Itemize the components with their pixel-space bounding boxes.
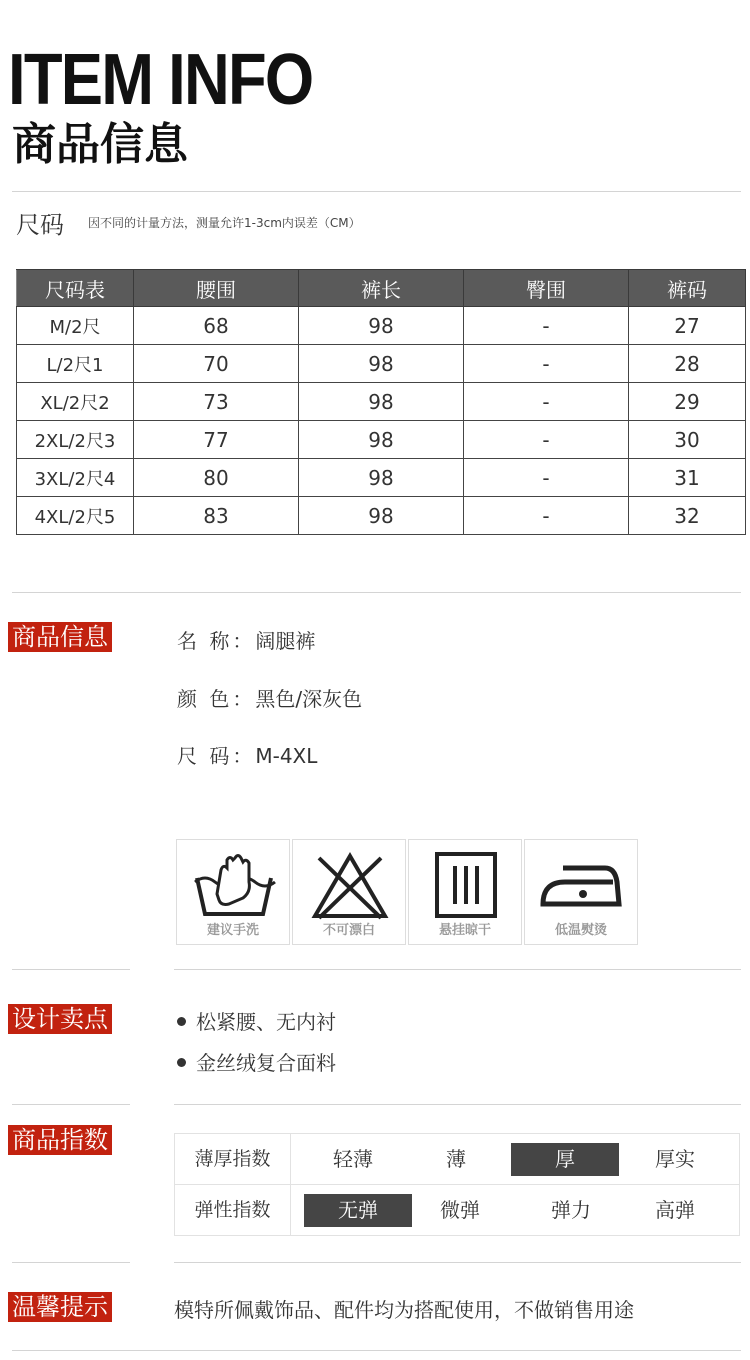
care-card-hang-dry bbox=[408, 839, 522, 945]
table-cell: 98 bbox=[299, 383, 464, 421]
product-color-line bbox=[177, 683, 362, 712]
care-card-no-bleach bbox=[292, 839, 406, 945]
index-box bbox=[174, 1133, 740, 1236]
divider bbox=[174, 969, 741, 970]
divider bbox=[12, 1104, 130, 1105]
table-cell: 4XL/2尺5 bbox=[17, 497, 134, 535]
table-cell: 77 bbox=[134, 421, 299, 459]
care-instructions bbox=[174, 839, 642, 947]
care-caption: 建议手洗 bbox=[206, 923, 259, 938]
table-cell: M/2尺 bbox=[17, 307, 134, 345]
column-header: 裤码 bbox=[629, 270, 746, 307]
size-table-header bbox=[17, 270, 746, 307]
table-cell: XL/2尺2 bbox=[17, 383, 134, 421]
product-size-value: M-4XL bbox=[255, 744, 318, 768]
index-tag: 商品指数 bbox=[8, 1125, 112, 1155]
hang-dry-icon bbox=[423, 848, 509, 922]
design-point bbox=[177, 1006, 336, 1035]
size-table bbox=[16, 269, 746, 535]
size-section-label: 尺码 bbox=[16, 211, 64, 239]
table-cell: 32 bbox=[629, 497, 746, 535]
table-cell: 68 bbox=[134, 307, 299, 345]
table-cell: - bbox=[464, 383, 629, 421]
table-cell: - bbox=[464, 345, 629, 383]
table-cell: 98 bbox=[299, 421, 464, 459]
divider bbox=[12, 592, 741, 593]
product-size-key: 尺 码： bbox=[177, 744, 256, 768]
product-name-key: 名 称： bbox=[177, 629, 256, 653]
table-cell: 98 bbox=[299, 459, 464, 497]
divider bbox=[12, 1350, 741, 1351]
table-cell: 2XL/2尺3 bbox=[17, 421, 134, 459]
design-point-text: 松紧腰、无内衬 bbox=[196, 1010, 336, 1034]
low-iron-icon bbox=[539, 848, 625, 922]
elasticity-index-row bbox=[175, 1185, 739, 1235]
table-cell: 3XL/2尺4 bbox=[17, 459, 134, 497]
table-row bbox=[17, 421, 746, 459]
table-row bbox=[17, 307, 746, 345]
table-cell: 98 bbox=[299, 345, 464, 383]
column-header: 臀围 bbox=[464, 270, 629, 307]
column-header: 裤长 bbox=[299, 270, 464, 307]
table-cell: 98 bbox=[299, 497, 464, 535]
table-row bbox=[17, 345, 746, 383]
bullet-dot bbox=[177, 1017, 186, 1026]
hand-wash-icon bbox=[191, 848, 277, 922]
care-caption: 不可漂白 bbox=[322, 923, 375, 938]
table-cell: - bbox=[464, 307, 629, 345]
table-cell: 70 bbox=[134, 345, 299, 383]
table-cell: - bbox=[464, 497, 629, 535]
table-cell: 83 bbox=[134, 497, 299, 535]
thickness-index-row bbox=[175, 1134, 739, 1185]
divider bbox=[174, 1262, 741, 1263]
elasticity-option-selected: 无弹 bbox=[304, 1194, 412, 1227]
table-cell: 80 bbox=[134, 459, 299, 497]
elasticity-option: 弹力 bbox=[551, 1198, 591, 1222]
notice-tag: 温馨提示 bbox=[8, 1292, 112, 1322]
index-row-label: 弹性指数 bbox=[175, 1185, 291, 1235]
product-color-value: 黑色/深灰色 bbox=[255, 687, 363, 711]
table-cell: L/2尺1 bbox=[17, 345, 134, 383]
divider bbox=[12, 969, 130, 970]
table-cell: 98 bbox=[299, 307, 464, 345]
page-title-cn: 商品信息 bbox=[12, 119, 188, 170]
table-row bbox=[17, 497, 746, 535]
table-cell: 30 bbox=[629, 421, 746, 459]
elasticity-option: 微弹 bbox=[440, 1198, 480, 1222]
care-card-low-iron bbox=[524, 839, 638, 945]
table-cell: - bbox=[464, 421, 629, 459]
design-point bbox=[177, 1047, 336, 1076]
column-header: 尺码表 bbox=[17, 270, 134, 307]
product-color-key: 颜 色： bbox=[177, 687, 256, 711]
design-point-text: 金丝绒复合面料 bbox=[196, 1051, 336, 1075]
table-cell: 29 bbox=[629, 383, 746, 421]
table-cell: 73 bbox=[134, 383, 299, 421]
table-row bbox=[17, 459, 746, 497]
page-title-en: ITEM INFO bbox=[8, 40, 313, 120]
divider bbox=[12, 1262, 130, 1263]
divider bbox=[12, 191, 741, 192]
thickness-option-selected: 厚 bbox=[511, 1143, 619, 1176]
column-header: 腰围 bbox=[134, 270, 299, 307]
elasticity-option: 高弹 bbox=[655, 1198, 695, 1222]
table-cell: 27 bbox=[629, 307, 746, 345]
notice-text: 模特所佩戴饰品、配件均为搭配使用，不做销售用途 bbox=[174, 1298, 634, 1322]
table-cell: 28 bbox=[629, 345, 746, 383]
care-caption: 低温熨烫 bbox=[554, 923, 607, 938]
care-caption: 悬挂晾干 bbox=[438, 923, 491, 938]
product-info-tag: 商品信息 bbox=[8, 622, 112, 652]
index-row-label: 薄厚指数 bbox=[175, 1134, 291, 1184]
thickness-option: 薄 bbox=[446, 1147, 466, 1171]
design-tag: 设计卖点 bbox=[8, 1004, 112, 1034]
table-cell: - bbox=[464, 459, 629, 497]
table-cell: 31 bbox=[629, 459, 746, 497]
bullet-dot bbox=[177, 1058, 186, 1067]
thickness-option: 轻薄 bbox=[333, 1147, 373, 1171]
size-measurement-note: 因不同的计量方法，测量允许1-3cm内误差（CM） bbox=[88, 216, 361, 230]
product-name-value: 阔腿裤 bbox=[255, 629, 316, 653]
divider bbox=[174, 1104, 741, 1105]
table-row bbox=[17, 383, 746, 421]
no-bleach-icon bbox=[307, 848, 393, 922]
thickness-option: 厚实 bbox=[655, 1147, 695, 1171]
product-name-line bbox=[177, 625, 315, 654]
product-size-line bbox=[177, 740, 317, 769]
care-card-hand-wash bbox=[176, 839, 290, 945]
